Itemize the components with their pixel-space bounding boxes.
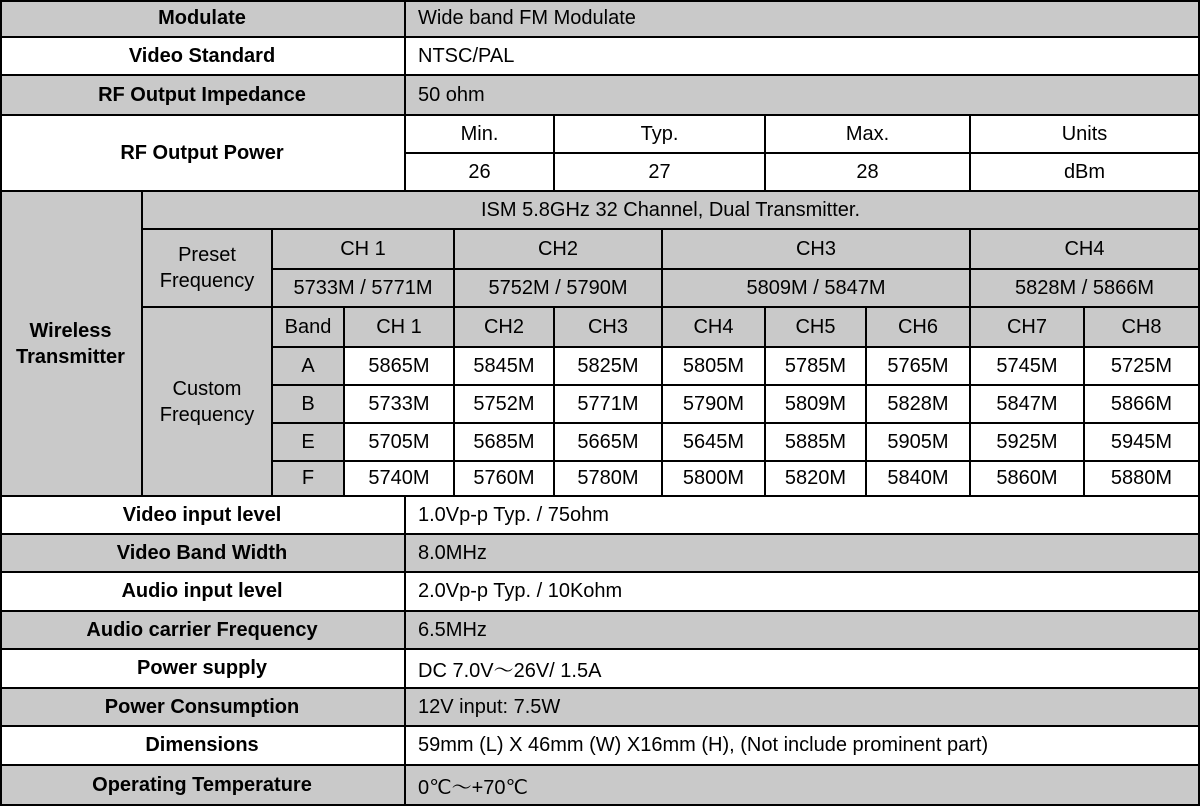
spec-label: Dimensions [0, 727, 406, 766]
spec-value: 6.5MHz [406, 612, 1200, 650]
rf-power-header: Typ. [555, 116, 766, 154]
custom-frequency-value: 5665M [555, 424, 663, 462]
custom-frequency-value: 5733M [345, 386, 455, 424]
custom-frequency-value: 5771M [555, 386, 663, 424]
custom-frequency-value: 5725M [1085, 348, 1200, 386]
custom-frequency-value: 5828M [867, 386, 971, 424]
custom-channel-header: CH3 [555, 308, 663, 348]
rf-power-value: dBm [971, 154, 1200, 192]
rf-power-value: 26 [406, 154, 555, 192]
rf-power-header: Max. [766, 116, 971, 154]
preset-frequency-value: 5733M / 5771M [273, 270, 455, 308]
custom-frequency-value: 5752M [455, 386, 555, 424]
rf-power-value: 27 [555, 154, 766, 192]
spec-label: Modulate [0, 0, 406, 38]
spec-label: Audio carrier Frequency [0, 612, 406, 650]
spec-value: 2.0Vp-p Typ. / 10Kohm [406, 573, 1200, 612]
custom-frequency-value: 5809M [766, 386, 867, 424]
custom-frequency-value: 5685M [455, 424, 555, 462]
rf-power-header: Units [971, 116, 1200, 154]
band-letter: B [273, 386, 345, 424]
custom-channel-header: CH8 [1085, 308, 1200, 348]
custom-frequency-value: 5880M [1085, 462, 1200, 497]
custom-frequency-value: 5785M [766, 348, 867, 386]
custom-frequency-value: 5866M [1085, 386, 1200, 424]
preset-channel-header: CH4 [971, 230, 1200, 270]
custom-frequency-value: 5800M [663, 462, 766, 497]
preset-frequency-value: 5752M / 5790M [455, 270, 663, 308]
custom-channel-header: CH2 [455, 308, 555, 348]
preset-channel-header: CH2 [455, 230, 663, 270]
spec-label: Audio input level [0, 573, 406, 612]
custom-frequency-value: 5905M [867, 424, 971, 462]
preset-channel-header: CH3 [663, 230, 971, 270]
custom-frequency-value: 5745M [971, 348, 1085, 386]
spec-value: Wide band FM Modulate [406, 0, 1200, 38]
spec-value: 59mm (L) X 46mm (W) X16mm (H), (Not include prominent part) [406, 727, 1200, 766]
wireless-title: ISM 5.8GHz 32 Channel, Dual Transmitter. [143, 192, 1200, 230]
custom-channel-header: CH5 [766, 308, 867, 348]
spec-value: 12V input: 7.5W [406, 689, 1200, 727]
spec-value: 50 ohm [406, 76, 1200, 116]
band-header: Band [273, 308, 345, 348]
custom-frequency-value: 5865M [345, 348, 455, 386]
custom-frequency-value: 5805M [663, 348, 766, 386]
custom-frequency-value: 5847M [971, 386, 1085, 424]
spec-label: Video Band Width [0, 535, 406, 573]
preset-frequency-value: 5828M / 5866M [971, 270, 1200, 308]
custom-frequency-value: 5885M [766, 424, 867, 462]
wireless-transmitter-label: Wireless Transmitter [0, 192, 143, 497]
custom-channel-header: CH7 [971, 308, 1085, 348]
custom-channel-header: CH4 [663, 308, 766, 348]
spec-value: 0℃～+70℃ [406, 766, 1200, 806]
band-letter: E [273, 424, 345, 462]
custom-frequency-value: 5780M [555, 462, 663, 497]
spec-label: Power Consumption [0, 689, 406, 727]
band-letter: F [273, 462, 345, 497]
spec-label: Video input level [0, 497, 406, 535]
preset-channel-header: CH 1 [273, 230, 455, 270]
spec-value: DC 7.0V～26V/ 1.5A [406, 650, 1200, 689]
spec-value: 8.0MHz [406, 535, 1200, 573]
spec-value: 1.0Vp-p Typ. / 75ohm [406, 497, 1200, 535]
preset-frequency-label: Preset Frequency [143, 230, 273, 308]
custom-frequency-label: Custom Frequency [143, 308, 273, 497]
custom-frequency-value: 5645M [663, 424, 766, 462]
custom-frequency-value: 5945M [1085, 424, 1200, 462]
custom-frequency-value: 5765M [867, 348, 971, 386]
spec-label: RF Output Impedance [0, 76, 406, 116]
custom-frequency-value: 5760M [455, 462, 555, 497]
custom-frequency-value: 5840M [867, 462, 971, 497]
rf-power-value: 28 [766, 154, 971, 192]
rf-power-header: Min. [406, 116, 555, 154]
custom-frequency-value: 5705M [345, 424, 455, 462]
preset-frequency-value: 5809M / 5847M [663, 270, 971, 308]
custom-frequency-value: 5860M [971, 462, 1085, 497]
custom-frequency-value: 5825M [555, 348, 663, 386]
spec-label: Operating Temperature [0, 766, 406, 806]
custom-frequency-value: 5740M [345, 462, 455, 497]
spec-value: NTSC/PAL [406, 38, 1200, 76]
band-letter: A [273, 348, 345, 386]
spec-label: Video Standard [0, 38, 406, 76]
custom-channel-header: CH6 [867, 308, 971, 348]
custom-frequency-value: 5845M [455, 348, 555, 386]
custom-frequency-value: 5790M [663, 386, 766, 424]
rf-output-power-label: RF Output Power [0, 116, 406, 192]
custom-frequency-value: 5820M [766, 462, 867, 497]
custom-frequency-value: 5925M [971, 424, 1085, 462]
custom-channel-header: CH 1 [345, 308, 455, 348]
spec-label: Power supply [0, 650, 406, 689]
